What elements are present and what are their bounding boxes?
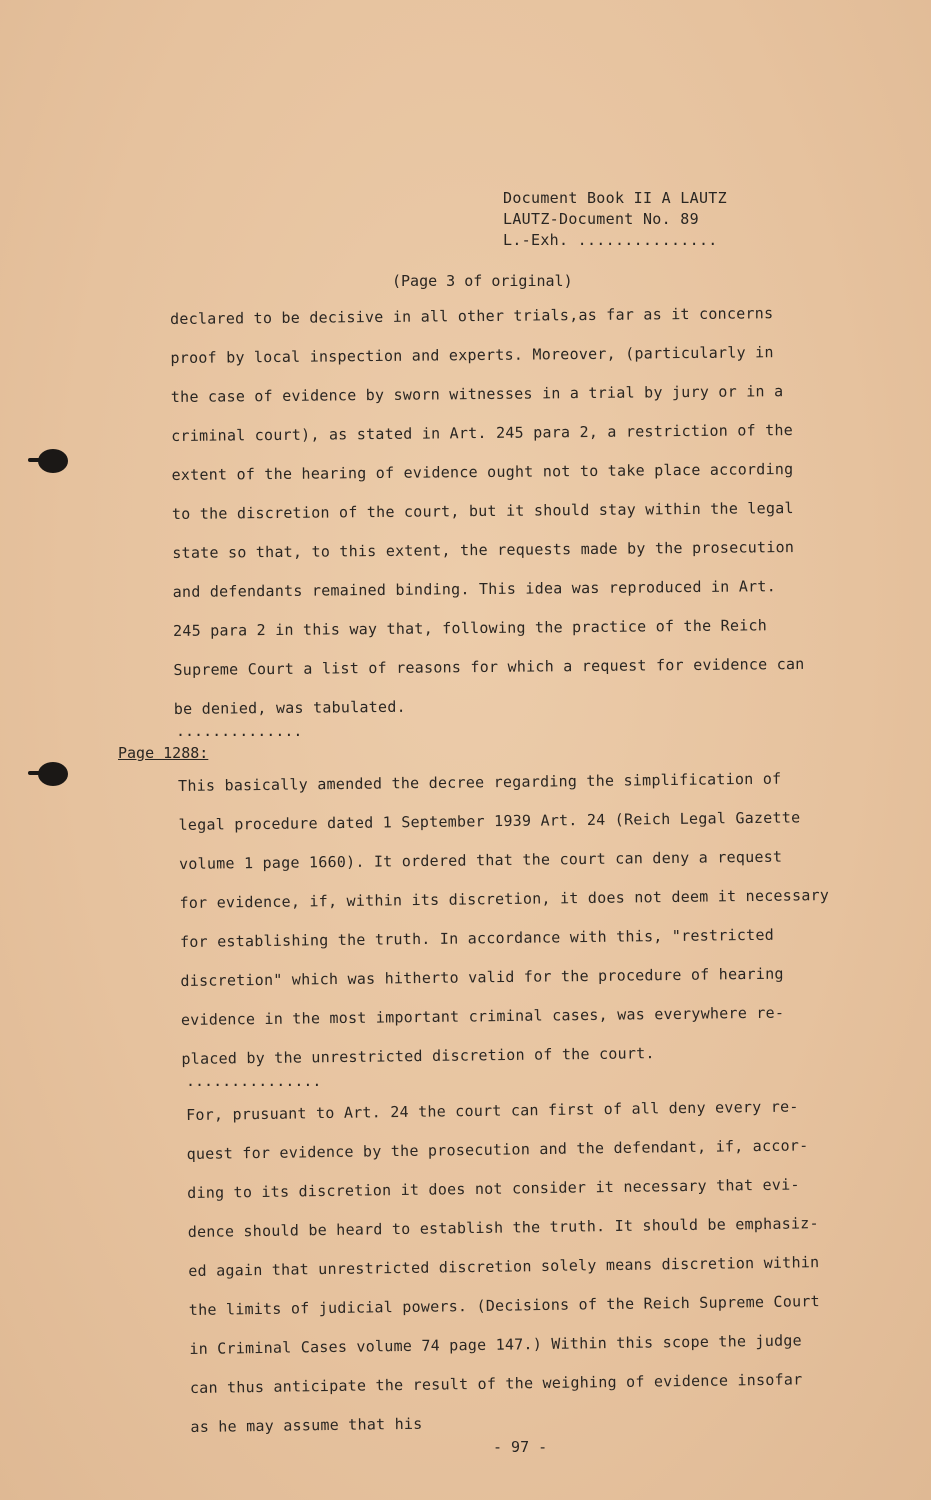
text-line: dence should be heard to establish the truth. It should be emphasiz- bbox=[187, 1214, 819, 1241]
text-line: evidence in the most important criminal cases, was everywhere re- bbox=[180, 1003, 785, 1029]
punch-hole-top bbox=[38, 449, 68, 473]
punch-hole-bottom bbox=[38, 762, 68, 786]
header-exhibit-line: L.-Exh. ............... bbox=[503, 231, 718, 249]
paragraph-1 bbox=[170, 304, 805, 739]
text-line: and defendants remained binding. This idea was reproduced in Art. bbox=[172, 577, 777, 601]
text-line: the case of evidence by sworn witnesses in a trial by jury or in a bbox=[170, 382, 784, 406]
text-line: This basically amended the decree regarding the simplification of bbox=[178, 769, 782, 795]
header-document-number: LAUTZ-Document No. 89 bbox=[503, 210, 699, 228]
separator-dots: ............... bbox=[186, 1072, 322, 1090]
text-line: declared to be decisive in all other trials,as far as it concerns bbox=[170, 304, 774, 328]
original-page-reference: (Page 3 of original) bbox=[392, 272, 573, 290]
text-line: the limits of judicial powers. (Decisions of the Reich Supreme Court bbox=[188, 1292, 821, 1319]
text-line: ding to its discretion it does not consider it necessary that evi- bbox=[187, 1175, 800, 1202]
section-heading: Page 1288: bbox=[118, 744, 209, 762]
text-line: extent of the hearing of evidence ought not to take place according bbox=[171, 460, 794, 484]
paragraph-2 bbox=[178, 769, 831, 1089]
text-line: in Criminal Cases volume 74 page 147.) Within this scope the judge bbox=[189, 1331, 802, 1358]
page-number: - 97 - bbox=[493, 1438, 548, 1456]
text-line: as he may assume that his bbox=[190, 1414, 423, 1436]
text-line: Supreme Court a list of reasons for which a request for evidence can bbox=[173, 654, 805, 679]
text-line: be denied, was tabulated. bbox=[173, 697, 406, 718]
text-line: for evidence, if, within its discretion, it does not deem it necessary bbox=[179, 886, 830, 912]
text-line: discretion" which was hitherto valid for the procedure of hearing bbox=[180, 964, 784, 990]
text-line: ed again that unrestricted discretion solely means discretion within bbox=[188, 1253, 820, 1280]
separator-dots: .............. bbox=[176, 722, 303, 740]
text-line: can thus anticipate the result of the weighing of evidence insofar bbox=[189, 1370, 803, 1397]
text-line: For, prusuant to Art. 24 the court can first of all deny every re- bbox=[186, 1097, 799, 1124]
text-line: quest for evidence by the prosecution and the defendant, if, accor- bbox=[186, 1136, 809, 1163]
paragraph-3 bbox=[186, 1097, 822, 1457]
text-line: placed by the unrestricted discretion of the court. bbox=[181, 1044, 655, 1068]
text-line: 245 para 2 in this way that, following the practice of the Reich bbox=[172, 616, 768, 640]
text-line: for establishing the truth. In accordance with this, "restricted bbox=[179, 925, 775, 951]
document-header bbox=[503, 188, 727, 251]
text-line: volume 1 page 1660). It ordered that the court can deny a request bbox=[178, 847, 783, 873]
text-line: to the discretion of the court, but it should stay within the legal bbox=[171, 499, 794, 523]
header-book-line: Document Book II A LAUTZ bbox=[503, 189, 727, 207]
text-line: criminal court), as stated in Art. 245 para 2, a restriction of the bbox=[171, 421, 794, 445]
text-line: legal procedure dated 1 September 1939 Art. 24 (Reich Legal Gazette bbox=[178, 808, 801, 834]
text-line: state so that, to this extent, the requests made by the prosecution bbox=[172, 538, 795, 562]
text-line: proof by local inspection and experts. Moreover, (particularly in bbox=[170, 343, 774, 367]
